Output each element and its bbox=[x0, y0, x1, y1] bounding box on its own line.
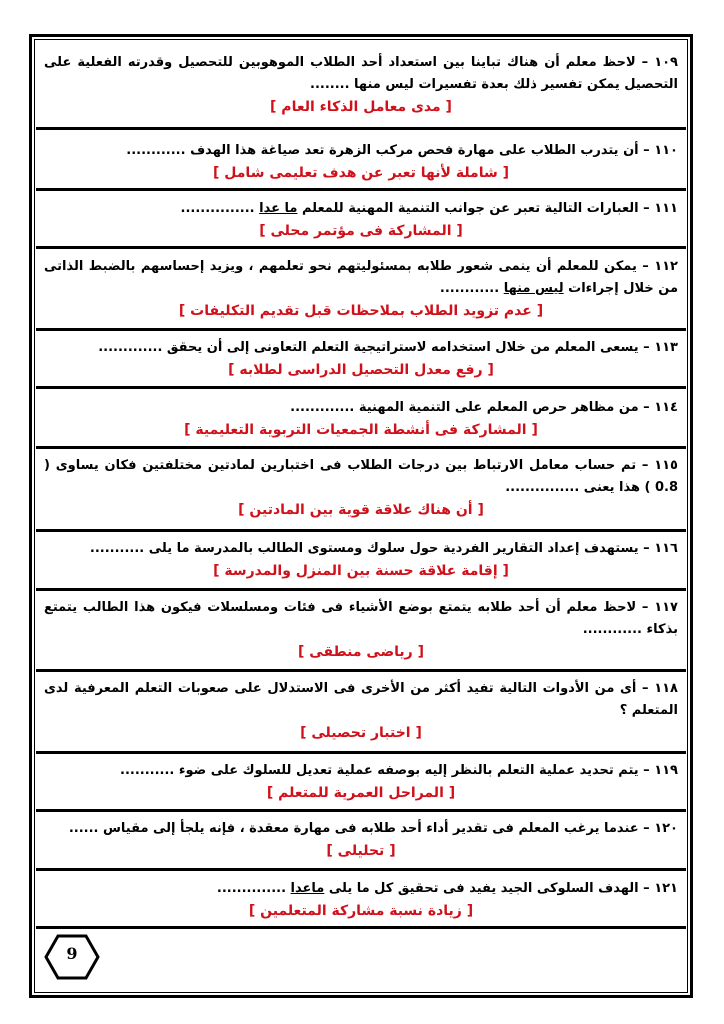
question-109 bbox=[40, 52, 682, 118]
question-text: ١١٦ – يستهدف إعداد التقارير الفردية حول سلوك ومستوى الطالب بالمدرسة ما يلى ........... bbox=[89, 541, 678, 556]
question-text: ١٠٩ – لاحظ معلم أن هناك تباينا بين استعداد أحد الطلاب الموهوبين للتحصيل وقدرته الفعلية على التحصيل يمكن تفسير ذلك بعدة تفسيرات ليس منها ........ bbox=[44, 55, 678, 92]
separator bbox=[36, 926, 686, 929]
question-118 bbox=[40, 678, 682, 744]
separator bbox=[36, 446, 686, 449]
separator bbox=[36, 868, 686, 871]
question-text-underlined: ليس منها bbox=[503, 281, 564, 296]
separator bbox=[36, 751, 686, 754]
question-text-tail: ............ bbox=[439, 281, 504, 296]
question-text: ١١٥ – تم حساب معامل الارتباط بين درجات الطلاب فى اختبارين لمادتين مختلفتين فكان يساوى ( 0.8 ) هذا يعنى ............... bbox=[44, 458, 678, 495]
question-119 bbox=[40, 760, 682, 804]
question-text: ١١٤ – من مظاهر حرص المعلم على التنمية المهنية ............. bbox=[290, 400, 678, 415]
question-text: ١١٣ – يسعى المعلم من خلال استخدامه لاستراتيجية التعلم التعاونى إلى أن يحقق ............. bbox=[98, 340, 678, 355]
question-114 bbox=[40, 397, 682, 441]
question-answer: [ المراحل العمرية للمتعلم ] bbox=[266, 785, 456, 801]
question-text-underlined: ما عدا bbox=[259, 201, 298, 216]
question-text-lead: ١١١ – العبارات التالية تعبر عن جوانب التنمية المهنية للمعلم bbox=[297, 201, 678, 216]
separator bbox=[36, 188, 686, 191]
separator bbox=[36, 386, 686, 389]
question-117 bbox=[40, 597, 682, 663]
page-number: 9 bbox=[66, 944, 78, 963]
question-116 bbox=[40, 538, 682, 582]
separator bbox=[36, 588, 686, 591]
question-text: ١١٧ – لاحظ معلم أن أحد طلابه يتمتع بوضع الأشياء فى فئات ومسلسلات فيكون هذا الطالب يتمتع بذكاء ............ bbox=[44, 600, 678, 637]
question-111 bbox=[40, 198, 682, 242]
question-answer: [ أن هناك علاقة قوية بين المادتين ] bbox=[238, 502, 484, 518]
question-115 bbox=[40, 455, 682, 521]
question-answer: [ تحليلى ] bbox=[326, 843, 396, 859]
question-answer: [ عدم تزويد الطلاب بملاحظات قبل تقديم التكليفات ] bbox=[178, 303, 544, 319]
question-text-lead: ١١٢ – يمكن للمعلم أن ينمى شعور طلابه بمسئوليتهم نحو تعلمهم ، ويزيد إحساسهم بالضبط الذاتى من خلال إجراءات bbox=[44, 259, 678, 296]
question-answer: [ مدى معامل الذكاء العام ] bbox=[270, 99, 452, 115]
separator bbox=[36, 809, 686, 812]
question-120 bbox=[40, 818, 682, 862]
question-answer: [ شاملة لأنها تعبر عن هدف تعليمى شامل ] bbox=[213, 165, 509, 181]
question-answer: [ رياضى منطقى ] bbox=[298, 644, 424, 660]
question-text: ١٢٠ – عندما يرغب المعلم فى تقدير أداء أحد طلابه فى مهارة معقدة ، فإنه يلجأ إلى مقياس ...... bbox=[68, 821, 678, 836]
question-answer: [ رفع معدل التحصيل الدراسى لطلابه ] bbox=[228, 362, 494, 378]
question-121 bbox=[40, 878, 682, 922]
separator bbox=[36, 529, 686, 532]
question-text-underlined: ماعدا bbox=[290, 881, 325, 896]
question-answer: [ زيادة نسبة مشاركة المتعلمين ] bbox=[248, 903, 474, 919]
question-text-tail: .............. bbox=[216, 881, 291, 896]
question-answer: [ اختبار تحصيلى ] bbox=[300, 725, 422, 741]
question-text: ١١٩ – يتم تحديد عملية التعلم بالنظر إليه بوصفه عملية تعديل للسلوك على ضوء ........... bbox=[120, 763, 678, 778]
question-text-tail: ............... bbox=[180, 201, 260, 216]
separator bbox=[36, 328, 686, 331]
question-text bbox=[44, 198, 678, 220]
question-answer: [ المشاركة فى أنشطة الجمعيات التربوية التعليمية ] bbox=[184, 422, 538, 438]
question-text: ١١٠ – أن يتدرب الطلاب على مهارة فحص مركب الزهرة تعد صياغة هذا الهدف ............ bbox=[126, 143, 678, 158]
separator bbox=[36, 127, 686, 130]
question-text bbox=[44, 256, 678, 300]
question-text bbox=[44, 878, 678, 900]
separator bbox=[36, 669, 686, 672]
question-113 bbox=[40, 337, 682, 381]
question-110 bbox=[40, 140, 682, 184]
question-text-lead: ١٢١ – الهدف السلوكى الجيد يفيد فى تحقيق كل ما يلى bbox=[324, 881, 678, 896]
question-112 bbox=[40, 256, 682, 322]
question-text: ١١٨ – أى من الأدوات التالية تفيد أكثر من الأخرى فى الاستدلال على صعوبات التعلم المعرفية لدى المتعلم ؟ bbox=[44, 681, 678, 718]
separator bbox=[36, 246, 686, 249]
question-answer: [ إقامة علاقة حسنة بين المنزل والمدرسة ] bbox=[213, 563, 509, 579]
question-answer: [ المشاركة فى مؤتمر محلى ] bbox=[259, 223, 463, 239]
